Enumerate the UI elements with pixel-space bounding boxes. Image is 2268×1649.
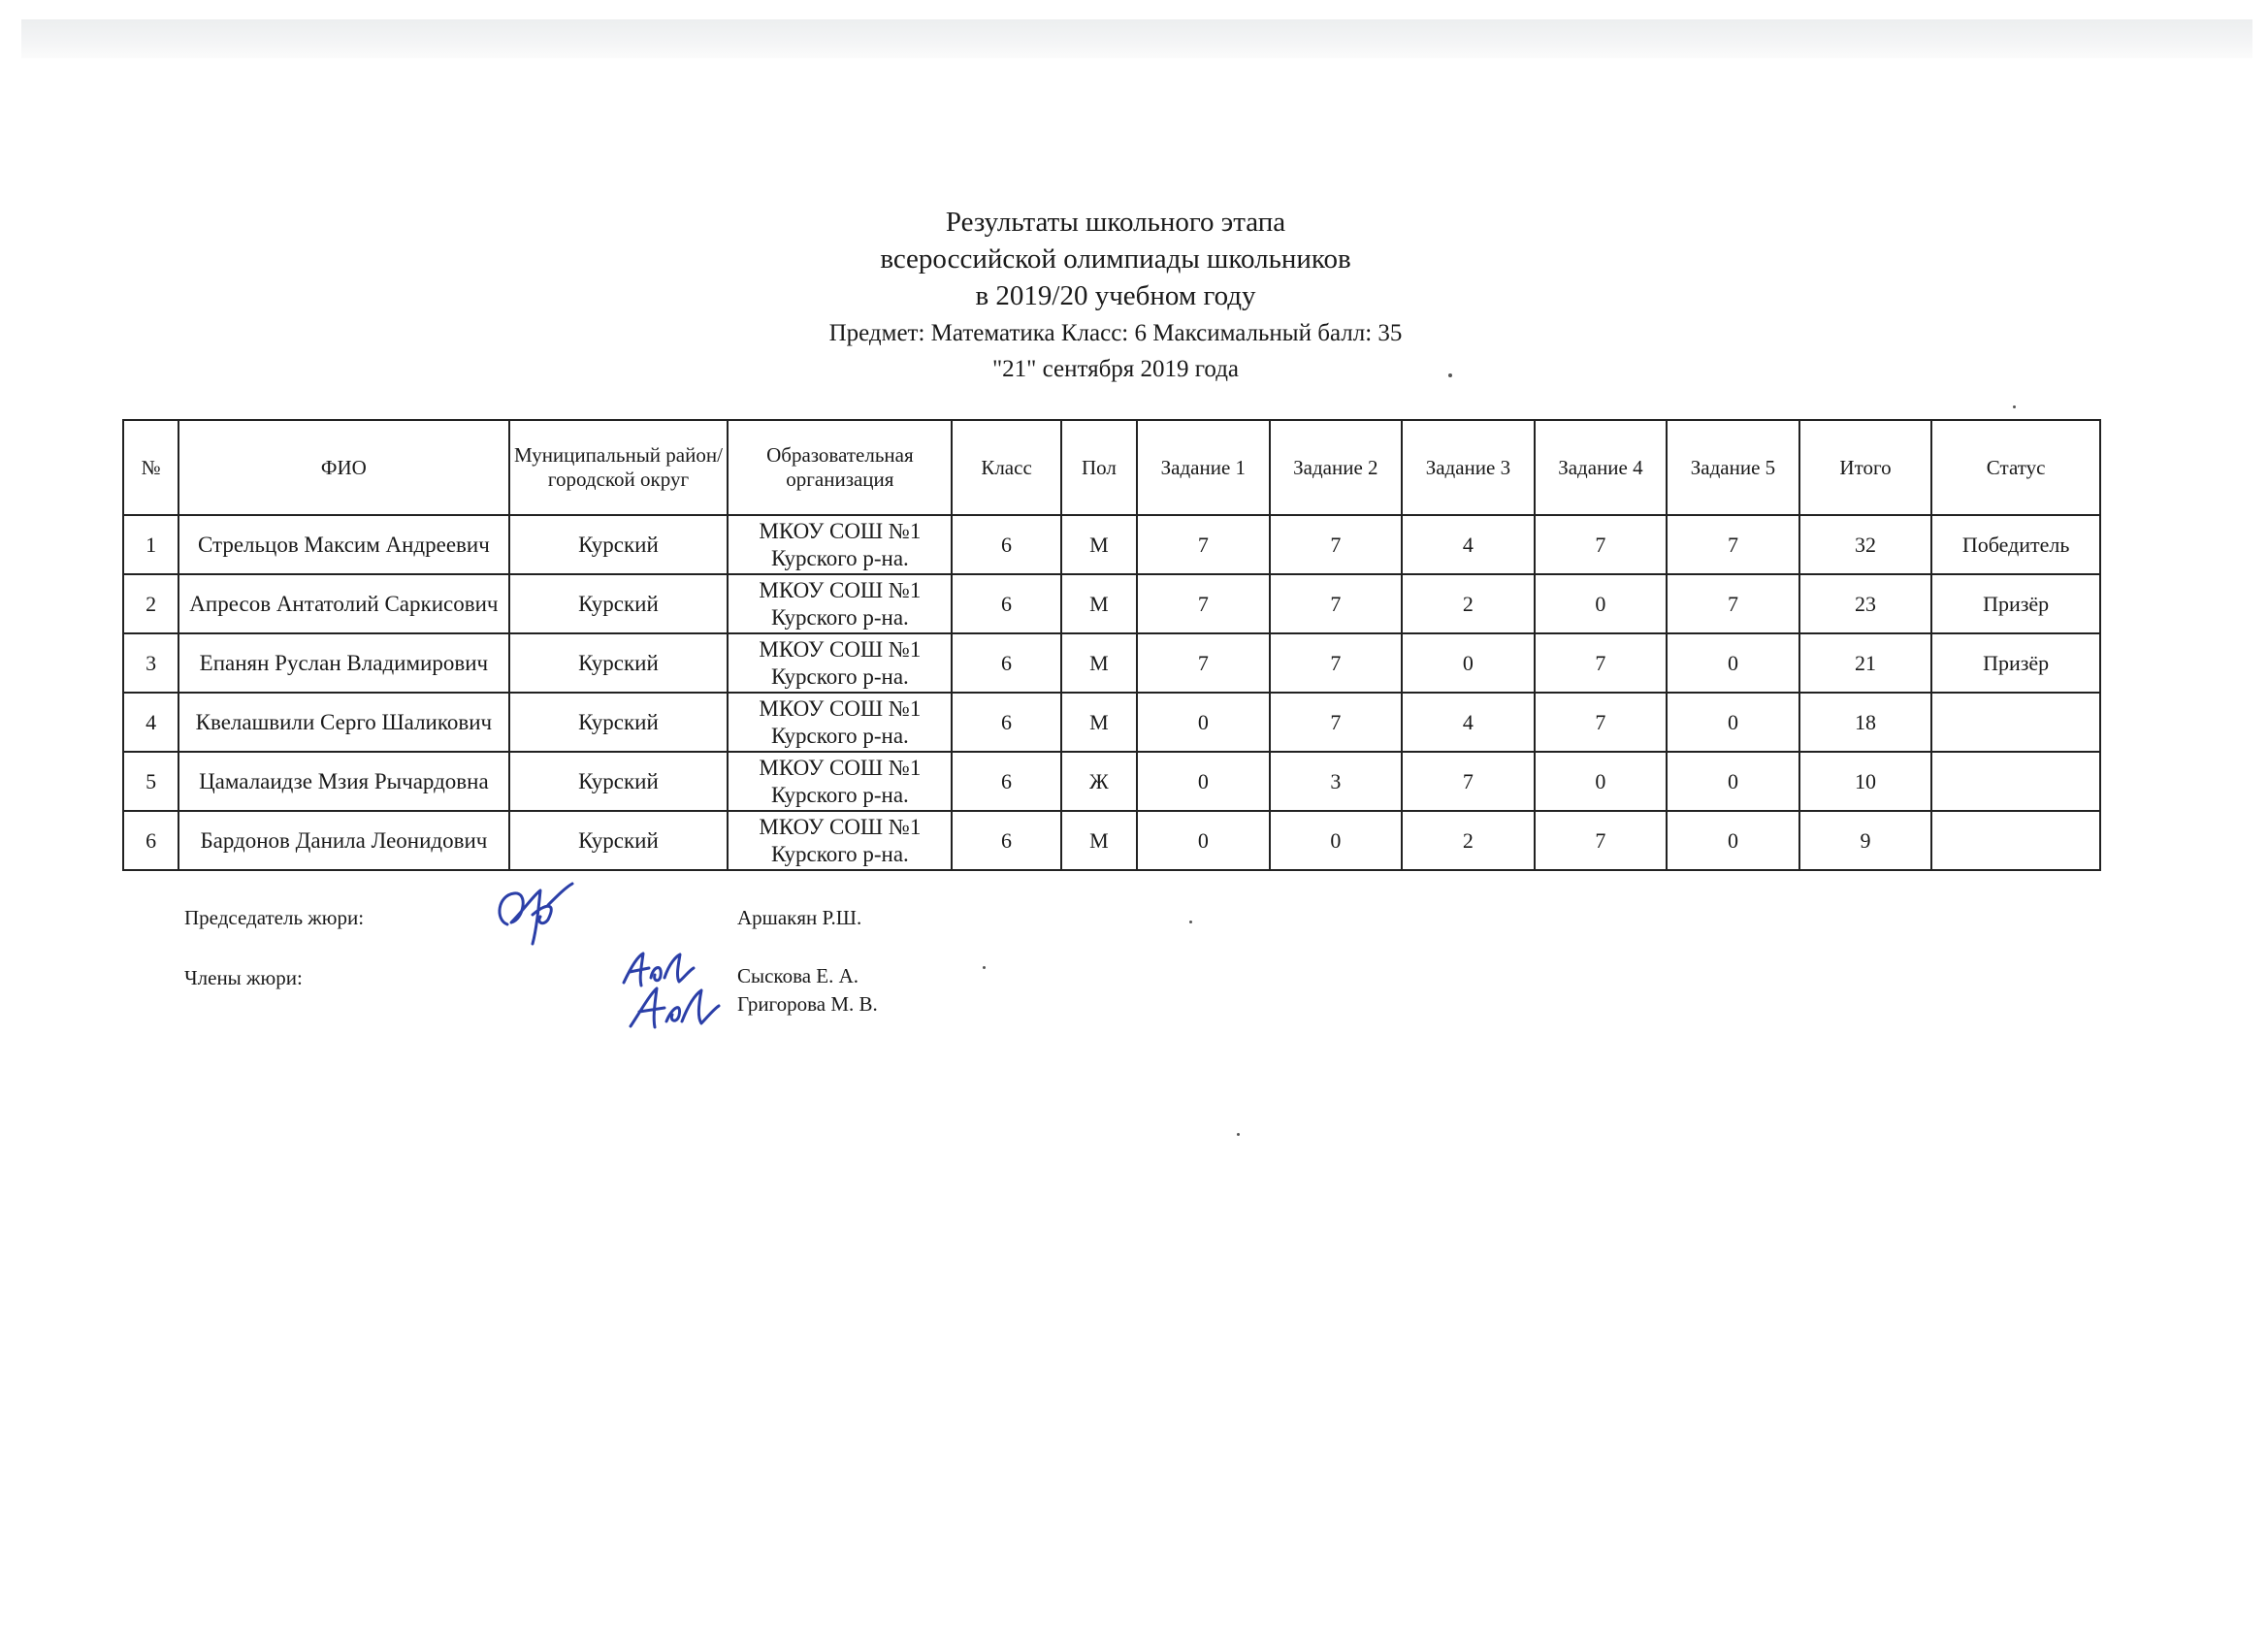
cell-task-4: 7 — [1535, 693, 1668, 752]
cell-sex: М — [1061, 515, 1137, 574]
cell-total: 18 — [1799, 693, 1932, 752]
cell-total: 9 — [1799, 811, 1932, 870]
cell-grade: 6 — [952, 574, 1060, 633]
cell-task-5: 0 — [1667, 693, 1799, 752]
col-header-task-3: Задание 3 — [1402, 420, 1535, 515]
cell-status: Призёр — [1931, 574, 2100, 633]
cell-task-3: 7 — [1402, 752, 1535, 811]
cell-fio: Цамалаидзе Мзия Рычардовна — [178, 752, 508, 811]
cell-task-5: 0 — [1667, 633, 1799, 693]
col-header-district: Муниципальный район/городской округ — [509, 420, 729, 515]
cell-sex: М — [1061, 693, 1137, 752]
col-header-task-5: Задание 5 — [1667, 420, 1799, 515]
cell-status — [1931, 752, 2100, 811]
cell-sex: М — [1061, 811, 1137, 870]
subject-line: Предмет: Математика Класс: 6 Максимальный балл: 35 — [828, 320, 1403, 346]
jury-member-2: Григорова М. В. — [737, 992, 878, 1016]
cell-task-2: 3 — [1270, 752, 1403, 811]
cell-task-3: 4 — [1402, 693, 1535, 752]
cell-organization: МКОУ СОШ №1 Курского р-на. — [728, 574, 952, 633]
table-row — [123, 633, 2100, 693]
cell-total: 21 — [1799, 633, 1932, 693]
cell-task-3: 4 — [1402, 515, 1535, 574]
col-header-organization: Образовательная организация — [728, 420, 952, 515]
cell-grade: 6 — [952, 811, 1060, 870]
cell-task-5: 0 — [1667, 752, 1799, 811]
cell-fio: Епанян Руслан Владимирович — [178, 633, 508, 693]
cell-task-3: 2 — [1402, 574, 1535, 633]
cell-fio: Бардонов Данила Леонидович — [178, 811, 508, 870]
scan-speck — [1189, 921, 1192, 923]
scan-speck — [983, 966, 986, 969]
cell-sex: М — [1061, 574, 1137, 633]
cell-task-5: 7 — [1667, 515, 1799, 574]
table-row — [123, 574, 2100, 633]
cell-district: Курский — [509, 693, 729, 752]
cell-task-1: 0 — [1137, 693, 1270, 752]
cell-fio: Квелашвили Серго Шаликович — [178, 693, 508, 752]
table-row — [123, 693, 2100, 752]
cell-status — [1931, 811, 2100, 870]
cell-fio: Апресов Антатолий Саркисович — [178, 574, 508, 633]
cell-grade: 6 — [952, 633, 1060, 693]
cell-number: 3 — [123, 633, 178, 693]
table-row — [123, 811, 2100, 870]
cell-number: 2 — [123, 574, 178, 633]
cell-sex: Ж — [1061, 752, 1137, 811]
cell-task-4: 0 — [1535, 574, 1668, 633]
cell-task-1: 7 — [1137, 574, 1270, 633]
cell-organization: МКОУ СОШ №1 Курского р-на. — [728, 515, 952, 574]
cell-district: Курский — [509, 752, 729, 811]
cell-sex: М — [1061, 633, 1137, 693]
cell-organization: МКОУ СОШ №1 Курского р-на. — [728, 752, 952, 811]
cell-number: 6 — [123, 811, 178, 870]
cell-task-1: 7 — [1137, 633, 1270, 693]
col-header-fio: ФИО — [178, 420, 508, 515]
cell-task-4: 7 — [1535, 811, 1668, 870]
title-line-1: Результаты школьного этапа — [945, 207, 1286, 238]
scan-shadow-band — [21, 19, 2252, 58]
cell-task-3: 2 — [1402, 811, 1535, 870]
cell-fio: Стрельцов Максим Андреевич — [178, 515, 508, 574]
cell-task-4: 0 — [1535, 752, 1668, 811]
col-header-sex: Пол — [1061, 420, 1137, 515]
table-row — [123, 752, 2100, 811]
cell-status: Призёр — [1931, 633, 2100, 693]
cell-organization: МКОУ СОШ №1 Курского р-на. — [728, 693, 952, 752]
cell-number: 5 — [123, 752, 178, 811]
cell-task-4: 7 — [1535, 515, 1668, 574]
cell-district: Курский — [509, 574, 729, 633]
cell-district: Курский — [509, 515, 729, 574]
title-line-2: всероссийской олимпиады школьников — [880, 243, 1351, 275]
jury-members-label: Члены жюри: — [184, 966, 303, 989]
cell-total: 23 — [1799, 574, 1932, 633]
cell-grade: 6 — [952, 752, 1060, 811]
cell-task-2: 0 — [1270, 811, 1403, 870]
jury-chair-label: Председатель жюри: — [184, 906, 365, 929]
cell-district: Курский — [509, 811, 729, 870]
col-header-task-1: Задание 1 — [1137, 420, 1270, 515]
cell-task-5: 7 — [1667, 574, 1799, 633]
cell-task-3: 0 — [1402, 633, 1535, 693]
cell-grade: 6 — [952, 693, 1060, 752]
table-header-row — [123, 420, 2100, 515]
col-header-total: Итого — [1799, 420, 1932, 515]
cell-task-2: 7 — [1270, 515, 1403, 574]
title-line-3: в 2019/20 учебном году — [975, 280, 1256, 311]
cell-task-2: 7 — [1270, 693, 1403, 752]
col-header-number: № — [123, 420, 178, 515]
col-header-status: Статус — [1931, 420, 2100, 515]
results-table — [122, 419, 2101, 871]
cell-task-4: 7 — [1535, 633, 1668, 693]
cell-status — [1931, 693, 2100, 752]
member-2-signature — [626, 983, 723, 1036]
col-header-grade: Класс — [952, 420, 1060, 515]
cell-task-1: 0 — [1137, 811, 1270, 870]
cell-task-2: 7 — [1270, 633, 1403, 693]
col-header-task-2: Задание 2 — [1270, 420, 1403, 515]
col-header-task-4: Задание 4 — [1535, 420, 1668, 515]
cell-status: Победитель — [1931, 515, 2100, 574]
cell-grade: 6 — [952, 515, 1060, 574]
table-row — [123, 515, 2100, 574]
cell-total: 10 — [1799, 752, 1932, 811]
cell-task-2: 7 — [1270, 574, 1403, 633]
cell-total: 32 — [1799, 515, 1932, 574]
cell-number: 4 — [123, 693, 178, 752]
scan-speck — [1237, 1133, 1240, 1136]
chair-signature — [490, 876, 577, 949]
cell-district: Курский — [509, 633, 729, 693]
cell-number: 1 — [123, 515, 178, 574]
cell-organization: МКОУ СОШ №1 Курского р-на. — [728, 633, 952, 693]
document-header — [0, 204, 2231, 386]
cell-task-1: 7 — [1137, 515, 1270, 574]
jury-member-1: Сыскова Е. А. — [737, 964, 859, 987]
cell-organization: МКОУ СОШ №1 Курского р-на. — [728, 811, 952, 870]
date-line: "21" сентября 2019 года — [991, 356, 1240, 382]
jury-chair-name: Аршакян Р.Ш. — [737, 906, 862, 929]
cell-task-5: 0 — [1667, 811, 1799, 870]
scan-speck — [2013, 405, 2016, 408]
cell-task-1: 0 — [1137, 752, 1270, 811]
